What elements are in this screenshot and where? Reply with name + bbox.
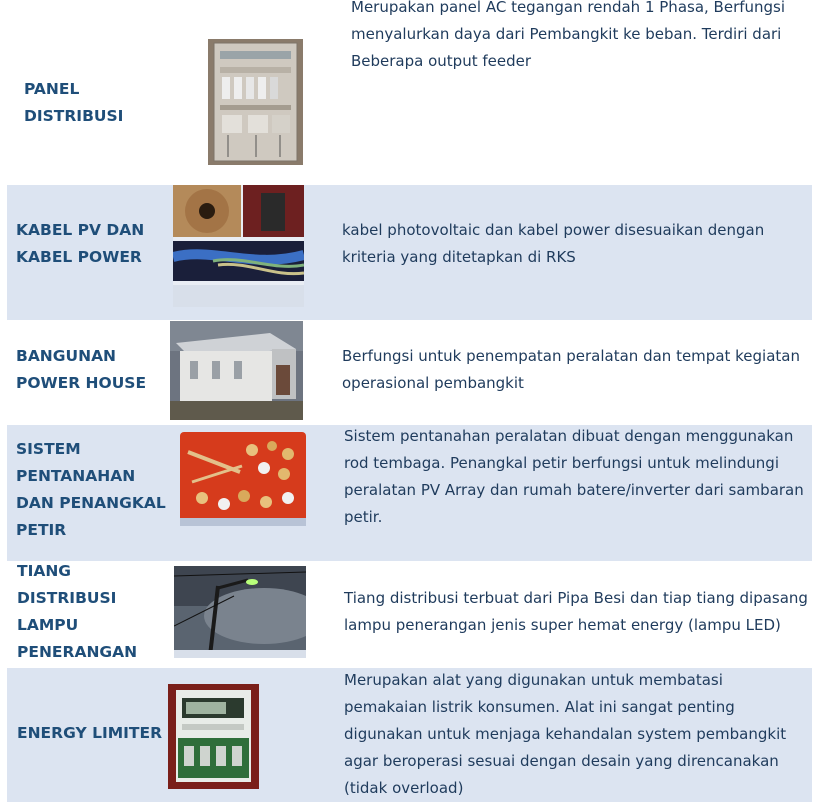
- row-kabel: [7, 185, 812, 320]
- cable-photo: [173, 185, 304, 307]
- row-tiang: [7, 561, 812, 666]
- row-label: BANGUNAN POWER HOUSE: [16, 347, 147, 392]
- row-bangunan: [7, 321, 812, 422]
- row-description: kabel photovoltaic dan kabel power disesuaikan dengan kriteria yang ditetapkan di RKS: [342, 221, 765, 266]
- row-label: ENERGY LIMITER: [17, 724, 163, 742]
- row-description: Merupakan alat yang digunakan untuk membatasi pemakaian listrik konsumen. Alat ini sangat penting digunakan untuk menjaga kehandalan system pembangkit agar beroperasi sesuai dengan desain yang direncanakan (tidak overload): [344, 671, 787, 797]
- grounding-parts-photo: [180, 432, 306, 526]
- energy-limiter-photo: [168, 684, 259, 789]
- row-label: SISTEM PENTANAHAN DAN PENANGKAL PETIR: [16, 440, 166, 539]
- row-label: KABEL PV DAN KABEL POWER: [16, 221, 145, 266]
- row-description: Sistem pentanahan peralatan dibuat dengan menggunakan rod tembaga. Penangkal petir berfungsi untuk melindungi peralatan PV Array dan rumah batere/inverter dari sambaran petir.: [344, 427, 804, 526]
- row-description: Berfungsi untuk penempatan peralatan dan tempat kegiatan operasional pembangkit: [342, 347, 800, 392]
- row-pentanahan: [7, 425, 812, 561]
- row-description: Tiang distribusi terbuat dari Pipa Besi dan tiap tiang dipasang lampu penerangan jenis super hemat energy (lampu LED): [344, 589, 808, 634]
- power-house-photo: [170, 321, 303, 420]
- row-energy-limiter: [7, 668, 812, 802]
- row-label: PANEL DISTRIBUSI: [24, 80, 124, 125]
- distribution-panel-photo: [208, 39, 303, 165]
- row-label: TIANG DISTRIBUSI LAMPU PENERANGAN: [17, 562, 138, 661]
- street-light-pole-photo: [174, 566, 306, 658]
- row-description: Merupakan panel AC tegangan rendah 1 Phasa, Berfungsi menyalurkan daya dari Pembangkit ke beban. Terdiri dari Beberapa output feeder: [351, 0, 786, 70]
